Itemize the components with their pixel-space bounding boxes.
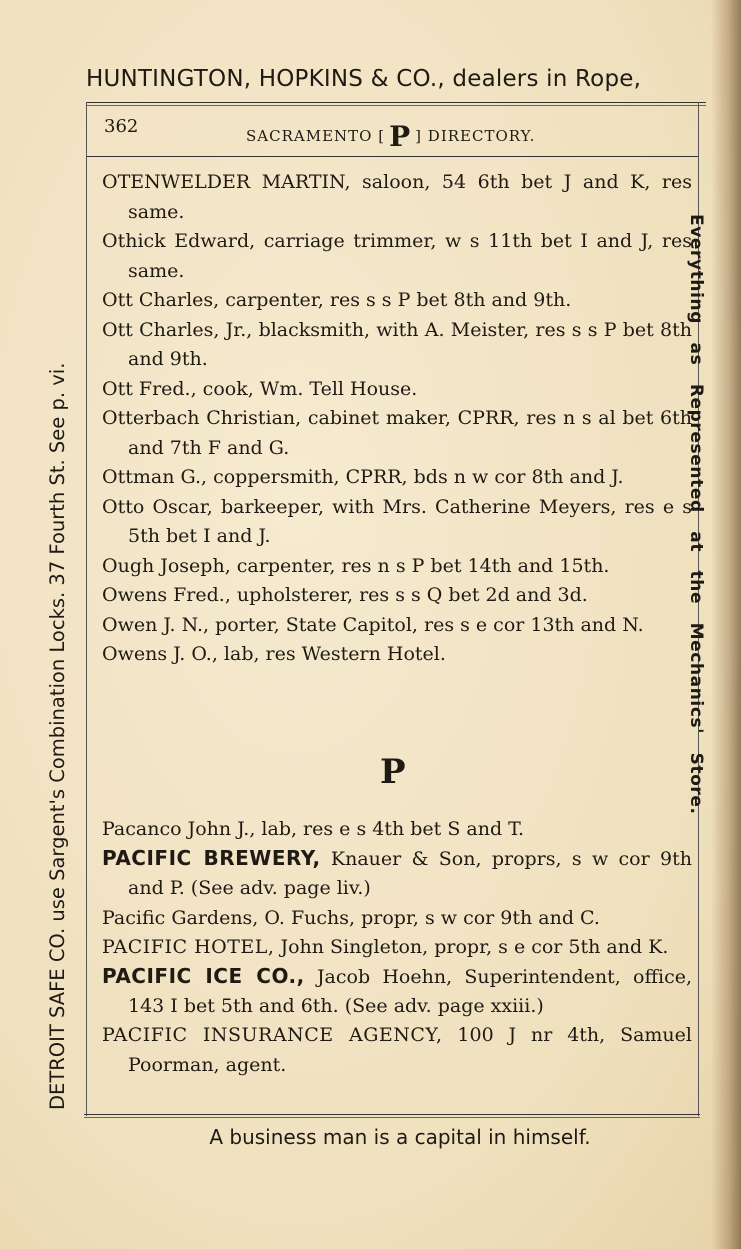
- entry-name: Pacific Gardens,: [102, 906, 259, 929]
- entry-name: PACIFIC HOTEL,: [102, 935, 275, 958]
- entry-name: Owen J. N.,: [102, 613, 210, 636]
- entry-details: carpenter, res n s P bet 14th and 15th.: [230, 554, 610, 577]
- directory-entry: [102, 581, 692, 611]
- frame-bottom-rule-inner: [84, 1117, 700, 1118]
- entry-details: blacksmith, with A. Meister, res s s P bet 8th and 9th.: [128, 318, 692, 370]
- entry-details: lab, res e s 4th bet S and T.: [255, 818, 525, 840]
- directory-entry: [102, 611, 692, 641]
- directory-entry: [102, 316, 692, 375]
- directory-entry: [102, 552, 692, 582]
- entry-name: Otterbach Christian,: [102, 407, 302, 429]
- frame-bottom-rule: [84, 1114, 700, 1115]
- entry-details: saloon, 54 6th bet J and K, res same.: [128, 171, 693, 223]
- entry-name: Ott Fred.,: [102, 377, 197, 400]
- top-rule-inner: [86, 105, 706, 106]
- directory-entry: [102, 844, 692, 903]
- directory-entry: [102, 493, 692, 552]
- directory-entry: [102, 168, 692, 227]
- left-margin-advertisement: DETROIT SAFE CO. use Sargent's Combination Locks. 37 Fourth St. See p. vi.: [46, 362, 69, 1110]
- entry-name: Ough Joseph,: [102, 554, 231, 577]
- section-letter: P: [380, 752, 406, 792]
- header-rule: [86, 156, 698, 157]
- entry-details: 100 J nr 4th, Samuel Poorman, agent.: [128, 1024, 692, 1076]
- entry-name: Pacanco John J.,: [102, 818, 256, 840]
- bracket-open: [: [378, 127, 386, 145]
- entries-o-list: [102, 168, 692, 670]
- directory-entry: [102, 463, 692, 493]
- entry-name: PACIFIC INSURANCE AGENCY,: [102, 1024, 443, 1047]
- running-head-city: SACRAMENTO: [246, 127, 373, 145]
- entry-name: Ott Charles,: [102, 289, 220, 311]
- entry-details: porter, State Capitol, res s e cor 13th and N.: [209, 613, 644, 636]
- page-number: 362: [104, 116, 139, 137]
- directory-entry: [102, 1021, 692, 1079]
- directory-entry: [102, 933, 692, 962]
- entry-details: carriage trimmer, w s 11th bet I and J, res same.: [128, 230, 692, 282]
- running-header: [86, 108, 698, 156]
- directory-entry: [102, 227, 692, 286]
- running-head-title: [246, 120, 535, 153]
- entry-name: Ott Charles, Jr.,: [102, 318, 253, 341]
- directory-entry: [102, 404, 692, 463]
- directory-entry: [102, 640, 692, 670]
- entry-name: PACIFIC BREWERY,: [102, 846, 321, 871]
- entry-name: Ottman G.,: [102, 466, 208, 488]
- running-head-letter: P: [389, 120, 412, 153]
- entry-details: lab, res Western Hotel.: [217, 643, 446, 665]
- right-margin-advertisement: Everything as Represented at the Mechanics' Store.: [686, 214, 706, 815]
- entry-details: John Singleton, propr, s e cor 5th and K.: [274, 935, 669, 958]
- entry-name: OTENWELDER MARTIN,: [102, 171, 351, 193]
- entry-details: barkeeper, with Mrs. Catherine Meyers, res e s 5th bet I and J.: [128, 495, 692, 547]
- running-head-directory: DIRECTORY.: [427, 127, 536, 145]
- entry-name: Othick Edward,: [102, 230, 256, 252]
- entry-details: cook, Wm. Tell House.: [196, 377, 418, 400]
- entry-name: Owens Fred.,: [102, 584, 231, 606]
- entry-name: PACIFIC ICE CO.,: [102, 964, 305, 989]
- directory-entry: [102, 375, 692, 405]
- top-advertisement: HUNTINGTON, HOPKINS & CO., dealers in Rope,: [86, 66, 642, 92]
- bottom-advertisement: A business man is a capital in himself.: [209, 1125, 591, 1149]
- entry-details: coppersmith, CPRR, bds n w cor 8th and J.: [207, 466, 624, 488]
- entry-details: cabinet maker, CPRR, res n s al bet 6th and 7th F and G.: [128, 407, 692, 459]
- bracket-close: ]: [415, 127, 423, 145]
- entry-name: Otto Oscar,: [102, 495, 213, 518]
- page-edge-shadow: [711, 0, 741, 1249]
- directory-entry: [102, 286, 692, 316]
- entry-details: Jacob Hoehn, Superintendent, office, 143 I bet 5th and 6th. (See adv. page xxiii.): [128, 966, 692, 1018]
- entry-details: Knauer & Son, proprs, s w cor 9th and P. (See adv. page liv.): [128, 848, 692, 900]
- top-rule: [86, 102, 706, 103]
- directory-entry: [102, 815, 692, 844]
- frame-left-rule: [86, 102, 87, 1116]
- entry-details: upholsterer, res s s Q bet 2d and 3d.: [230, 584, 588, 606]
- entry-name: Owens J. O.,: [102, 643, 218, 665]
- entry-details: O. Fuchs, propr, s w cor 9th and C.: [258, 906, 600, 929]
- directory-entry: [102, 962, 692, 1021]
- directory-entry: [102, 904, 692, 933]
- entries-p-list: [102, 815, 692, 1080]
- entry-details: carpenter, res s s P bet 8th and 9th.: [219, 289, 572, 311]
